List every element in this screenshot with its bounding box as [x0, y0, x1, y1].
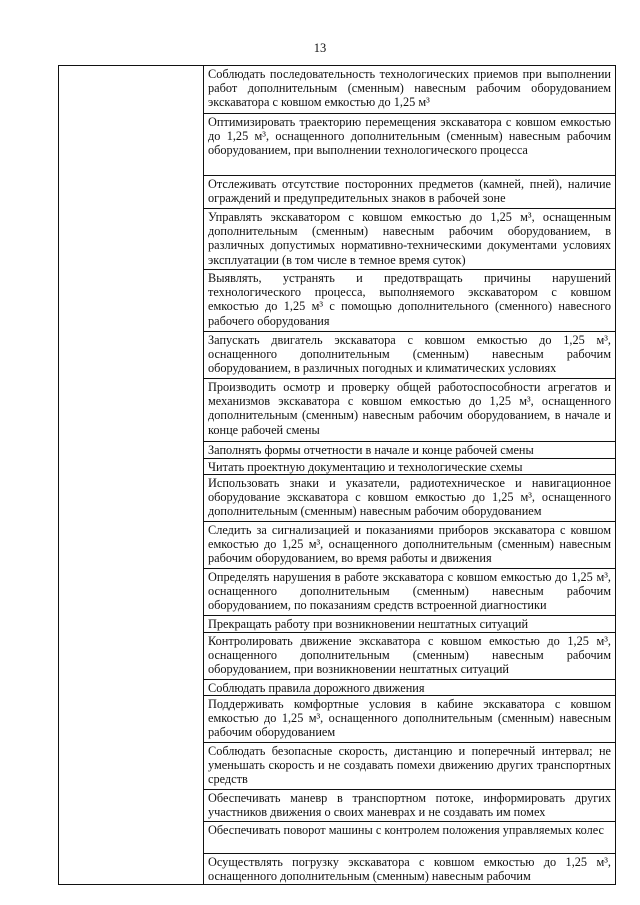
list-item: Читать проектную документацию и технологические схемы — [204, 459, 615, 475]
list-item: Управлять экскаватором с ковшом емкостью до 1,25 м³, оснащенным дополнительным (сменным) навесным рабочим оборудованием, в различных допустимых нормативно-техническими документами условиях эксплуатации (в том числе в темное время суток) — [204, 209, 615, 270]
list-item: Обеспечивать маневр в транспортном потоке, информировать других участников движения о своих маневрах и не создавать им помех — [204, 790, 615, 822]
list-item: Соблюдать правила дорожного движения — [204, 680, 615, 696]
list-item: Оптимизировать траекторию перемещения экскаватора с ковшом емкостью до 1,25 м³, оснащенного дополнительным (сменным) навесным рабочим оборудованием, при выполнении технологического процесса — [204, 114, 615, 176]
skills-list — [204, 66, 615, 884]
list-item: Отслеживать отсутствие посторонних предметов (камней, пней), наличие ограждений и предупредительных знаков в рабочей зоне — [204, 176, 615, 209]
list-item: Производить осмотр и проверку общей работоспособности агрегатов и механизмов экскаватора с ковшом емкостью до 1,25 м³, оснащенного дополнительным (сменным) навесным рабочим оборудованием, в начале и конце рабочей смены — [204, 379, 615, 442]
list-item: Следить за сигнализацией и показаниями приборов экскаватора с ковшом емкостью до 1,25 м³, оснащенного дополнительным (сменным) навесным рабочим оборудованием, во время работы и движения — [204, 522, 615, 569]
list-item: Прекращать работу при возникновении нештатных ситуаций — [204, 616, 615, 633]
skills-cell — [204, 66, 616, 885]
list-item: Осуществлять погрузку экскаватора с ковшом емкостью до 1,25 м³, оснащенного дополнительным (сменным) навесным рабочим — [208, 855, 611, 884]
list-item: Обеспечивать поворот машины с контролем положения управляемых колес — [204, 822, 615, 854]
list-item: Заполнять формы отчетности в начале и конце рабочей смены — [204, 442, 615, 459]
list-item: Поддерживать комфортные условия в кабине экскаватора с ковшом емкостью до 1,25 м³, оснащенного дополнительным (сменным) навесным рабочим оборудованием — [204, 696, 615, 743]
list-item: Использовать знаки и указатели, радиотехническое и навигационное оборудование экскаватора с ковшом емкостью до 1,25 м³, оснащенного дополнительным (сменным) навесным рабочим оборудованием — [204, 475, 615, 522]
list-item: Запускать двигатель экскаватора с ковшом емкостью до 1,25 м³, оснащенного дополнительным (сменным) навесным рабочим оборудованием, в различных погодных и климатических условиях — [204, 332, 615, 379]
table-row — [59, 66, 616, 885]
empty-label-cell — [59, 66, 204, 885]
list-item: Соблюдать последовательность технологических приемов при выполнении работ дополнительным (сменным) навесным рабочим оборудованием экскаватора с ковшом емкостью до 1,25 м³ — [204, 66, 615, 114]
list-item: Определять нарушения в работе экскаватора с ковшом емкостью до 1,25 м³, оснащенного дополнительным (сменным) навесным рабочим оборудованием, по показаниям средств встроенной диагностики — [204, 569, 615, 616]
list-item: Выявлять, устранять и предотвращать причины нарушений технологического процесса, выполняемого экскаватором с ковшом емкостью до 1,25 м³ с помощью дополнительного (сменного) навесного рабочего оборудования — [204, 270, 615, 332]
skills-table — [58, 65, 616, 885]
page-number: 13 — [313, 41, 327, 55]
list-item: Соблюдать безопасные скорость, дистанцию и поперечный интервал; не уменьшать скорость и не создавать помехи движению других транспортных средств — [204, 743, 615, 790]
list-item: Контролировать движение экскаватора с ковшом емкостью до 1,25 м³, оснащенного дополнительным (сменным) навесным рабочим оборудованием, при возникновении нештатных ситуаций — [204, 633, 615, 680]
